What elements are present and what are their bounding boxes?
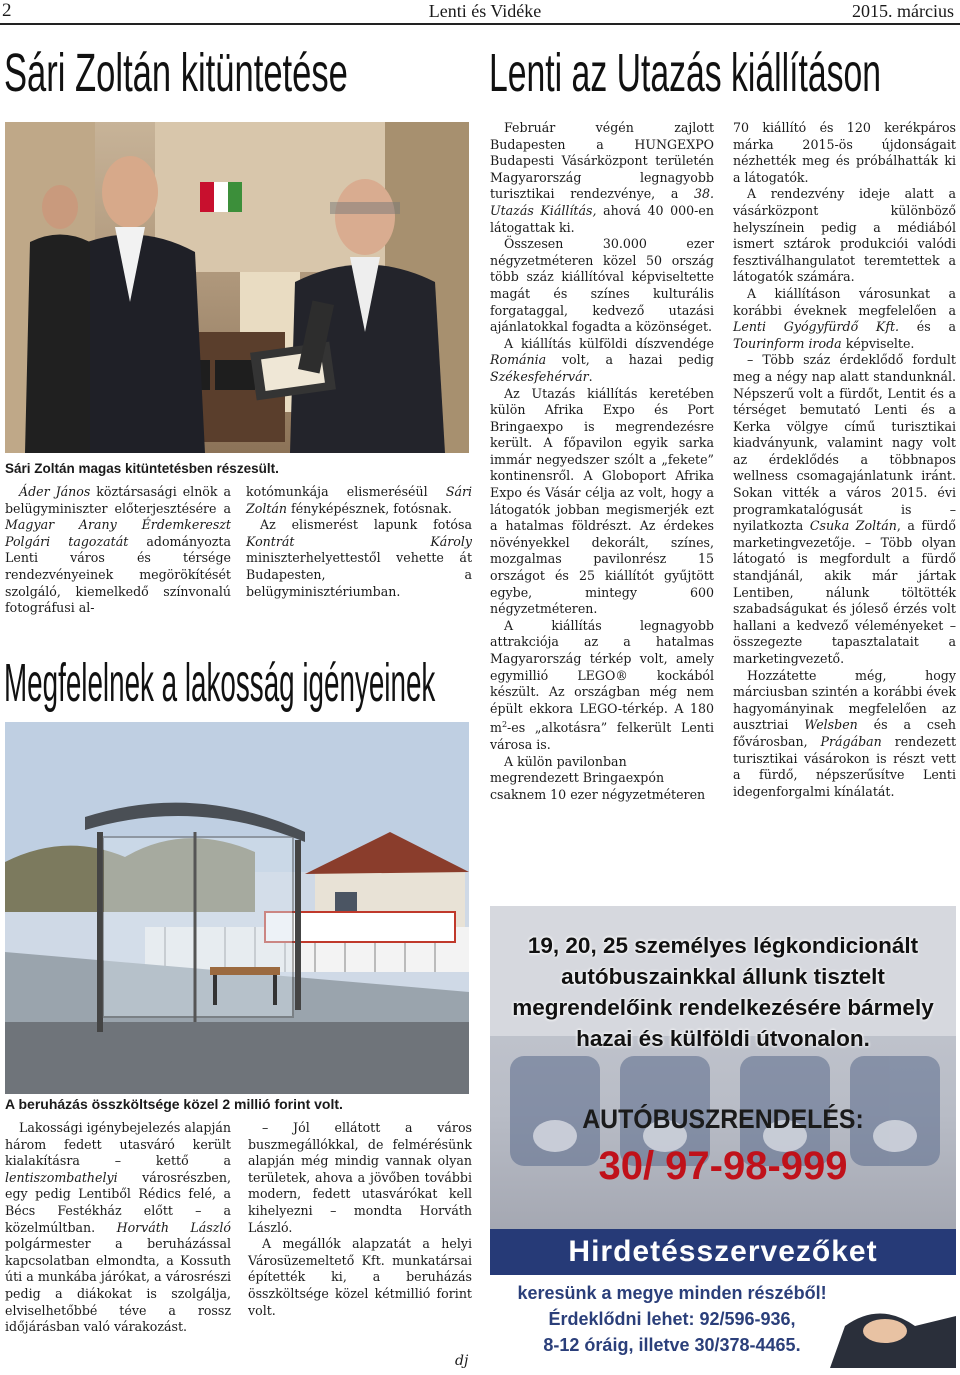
article2-column2 (733, 120, 956, 800)
page-number: 2 (2, 0, 12, 21)
article3-column1 (5, 1120, 231, 1336)
ad-recruit-line: keresünk a megye minden részéből! (517, 1283, 827, 1303)
article3-signature: dj (455, 1353, 469, 1369)
ad-banner-text: Hirdetésszervezőket (568, 1235, 878, 1268)
article2-headline: Lenti az Utazás kiállításon (489, 43, 882, 103)
ad-phone-number: 30/ 97-98-999 (598, 1144, 848, 1188)
article1-headline: Sári Zoltán kitüntetése (4, 43, 348, 103)
article1-paragraph: Az elismerést lapunk fotósa Kontrát Károly miniszterhelyettestől vehette át Budapesten, a belügyminisztériumban. (246, 517, 472, 599)
article3-column2 (248, 1120, 472, 1319)
article3-headline: Megfelelnek a lakosság igényeinek (4, 653, 436, 713)
ad-headline-block (490, 930, 956, 1054)
article2-paragraph: A külön pavilonban megrendezett Bringaexpón csaknem 10 ezer négyzetméteren (490, 753, 706, 802)
article1-paragraph: Áder János köztársasági elnök a belügyminiszter előterjesztésére a Magyar Arany Érdemkereszt Polgári tagozatát adományozta Lenti város és térsége rendezvényeinek megörökítését szolgáló, kiemelkedő színvonalú fotográfusi al- (5, 484, 231, 616)
article2-paragraph: Február végén zajlott Budapesten a HUNGEXPO Budapesti Vásárközpont területén Magyarország legnagyobb turisztikai rendezvénye, a 38. Utazás Kiállítás, ahová 40 000-en látogattak ki. (490, 120, 715, 235)
ad-recruit-block (512, 1280, 832, 1358)
article1-column1 (5, 484, 231, 617)
article2-paragraph: A kiállításon városunkat a korábbi éveknek megfelelően a Lenti Gyógyfürdő Kft. és a Tourinform iroda képviselte. (733, 285, 956, 351)
ad-order-label: AUTÓBUSZRENDELÉS: (582, 1104, 864, 1134)
bus-shelter-caption: A beruházás összköltsége közel 2 millió forint volt. (5, 1096, 343, 1112)
ad-recruit-line: 8-12 óráig, illetve 30/378-4465. (543, 1335, 801, 1355)
award-photo-caption: Sári Zoltán magas kitüntetésben részesült. (5, 461, 279, 476)
article2-column1 (490, 120, 714, 804)
ad-recruit-line: Érdeklődni lehet: 92/596-936, (548, 1309, 796, 1329)
bus-advertisement (490, 906, 956, 1368)
article2-paragraph: 70 kiállító és 120 kerékpáros márka 2015-ös újdonságait nézhették meg és próbálhatták ki a látogatók. (733, 120, 956, 185)
article1-column2 (246, 484, 472, 600)
ad-line: 19, 20, 25 személyes légkondicionált (527, 933, 919, 958)
article2-paragraph: Hozzátette még, hogy márciusban szintén a korábbi évek hagyományinak megfelelően az ausztriai Welsben és a cseh fővárosban, Prágában rendezett turisztikai vásárokon is részt vett a fürdő, népszerűsítve Lenti idegenforgalmi kínálatát. (733, 667, 957, 799)
publication-name: Lenti és Vidéke (428, 1, 542, 21)
ad-banner (490, 1229, 956, 1275)
article3-paragraph: – Jól ellátott a város buszmegállókkal, de felmérésünk alapján még mindig vannak olyan területek, ahova a jövőben további modern, fedett utasvárókat kell kihelyezni – mondta Horváth László. (248, 1120, 472, 1235)
article2-paragraph: A kiállítás külföldi díszvendége Románia volt, a hazai pedig Székesfehérvár. (490, 335, 714, 384)
header-rule (0, 23, 960, 25)
award-photo (5, 122, 469, 453)
article2-paragraph: Összesen 30.000 ezer négyzetméteren közel 50 ország több száz kiállítóval képviseltette magát és színes kulturális forgataggal, kedvező utazási ajánlatokkal fogadta a közönséget. (490, 236, 714, 335)
ad-line: hazai és külföldi útvonalon. (576, 1026, 870, 1051)
article2-paragraph: A rendezvény ideje alatt a vásárközpont különböző helyszínein pedig a médiából ismert sztárok produkciói valódi fesztiválhangulatot teremtettek a látogatók számára. (733, 186, 956, 285)
article3-paragraph: A megállók alapzatát a helyi Városüzemeltető Kft. munkatársai építették ki, a beruházás összköltsége közel kétmillió forint volt. (248, 1236, 472, 1318)
article3-paragraph: Lakossági igénybejelezés alapján három fedett utasváró került kialakításra – kettő a lentiszombathelyi városrészben, egy pedig Lentiből Rédics felé, a Bécs Festékház előtt – a közelmúltban. Horváth László polgármester a beruházással kapcsolatban elmondta, a Kossuth úti a munkába járókat, a városrészi pedig a diákokat is szolgálja, elviselhetőbbé téve a rossz időjárásban való várakozást. (5, 1120, 231, 1335)
ad-line: autóbuszainkkal állunk tisztelt (561, 964, 885, 989)
ad-line: megrendelőink rendelkezésére bármely (512, 995, 934, 1020)
article2-paragraph: Az Utazás kiállítás keretében külön Afrika Expo és Port Bringaexpo is megrendezésre került. A főpavilon egyik sarka immár negyedszer szólt a „fekete” kontinensről. A Globoport Afrika Expo és Vásár célja az volt, hogy a látogatók jobban megismerjék ezt a hatalmas földrészt. Az érdekes növényekkel dekorált, színes, mozgalmas pavilonrész 15 országot és 25 kiállítót gyűjtött egybe, mintegy 600 négyzetméteren. (490, 385, 714, 617)
bus-shelter-photo (5, 722, 469, 1094)
article1-paragraph: kotómunkája elismeréséül Sári Zoltán fényképésznek, fotósnak. (246, 484, 472, 516)
issue-date: 2015. március (852, 1, 954, 21)
article2-paragraph: – Több száz érdeklődő fordult meg a négy nap alatt standunknál. Népszerű volt a fürdőt, Lentit és a térséget bemutató Lenti és a Kerka völgye című turisztikai kiadványunk, valamint nagy volt az érdeklődés a többnapos wellness csomagajánlatunk iránt. Sokan vitték a város 2015. évi programkatalógusát is – nyilatkozta Csuka Zoltán, a fürdő marketingvezetője. – Több olyan látogató is megfordult a fürdő standjánál, akik már jártak Lentiben, nálunk töltötték szabadságukat és jóleső érzés volt hallani a kedvező véleményeket – összegezte tapasztalatait a marketingvezető. (733, 352, 956, 666)
article2-paragraph: A kiállítás legnagyobb attrakciója az a hatalmas Magyarország térkép volt, amely egymillió LEGO® kockából készült. Az országban még nem épült ekkora LEGO-térkép. A 180 $m^2-es$ „alkotásra” felkerült Lenti városa is. (490, 617, 714, 753)
